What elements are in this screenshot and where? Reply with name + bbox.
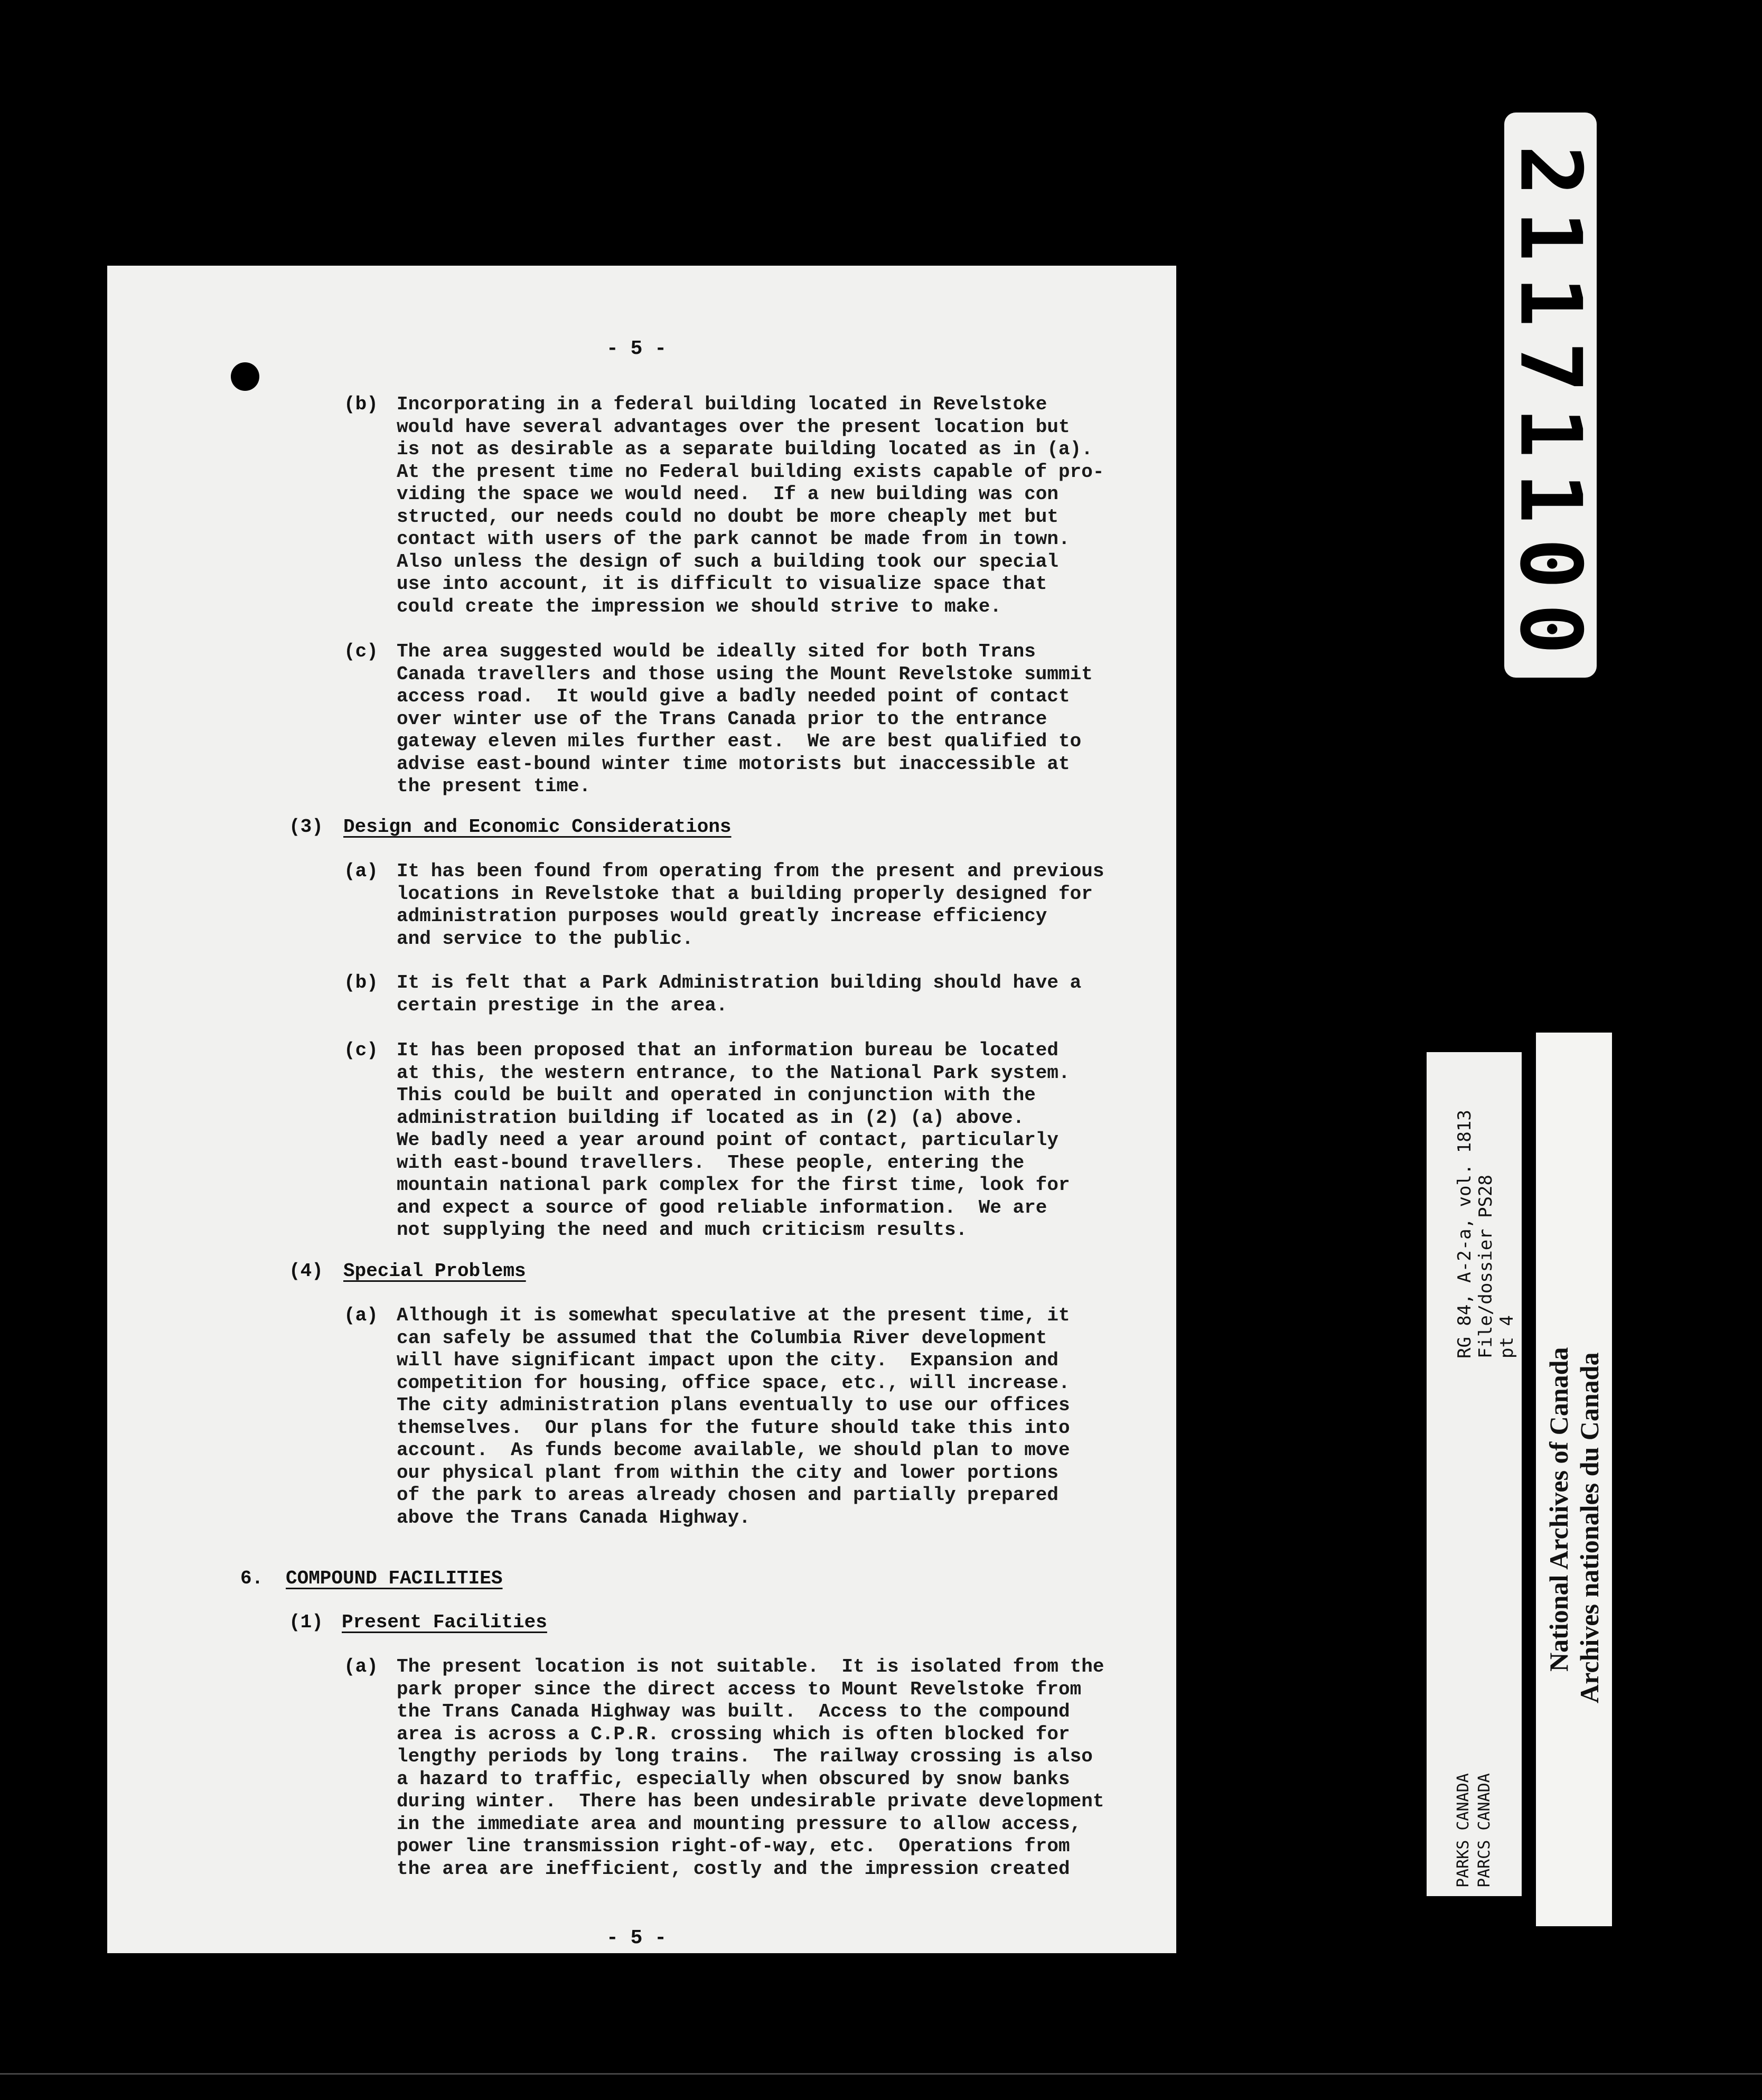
text-line: This could be built and operated in conjunction with the (397, 1084, 1036, 1106)
text-line: viding the space we would need. If a new building was con (397, 483, 1059, 505)
text-line: contact with users of the park cannot be made from in town. (397, 528, 1070, 550)
frame-digit: 1 (1501, 472, 1600, 524)
text-line: area is across a C.P.R. crossing which is often blocked for (397, 1723, 1070, 1745)
text-line: and expect a source of good reliable information. We are (397, 1196, 1047, 1218)
item-paragraph (397, 860, 1104, 950)
item-marker: (b) (344, 393, 378, 415)
text-line: account. As funds become available, we should plan to move (397, 1439, 1070, 1461)
item-marker: (c) (344, 1039, 378, 1061)
reference-label (1427, 1052, 1522, 1896)
page-number-top: - 5 - (606, 338, 667, 360)
film-edge (0, 2073, 1762, 2075)
text-line: Canada travellers and those using the Mount Revelstoke summit (397, 663, 1093, 685)
document-page (107, 266, 1176, 1953)
text-line: Although it is somewhat speculative at the present time, it (397, 1305, 1070, 1326)
text-line: administration building if located as in (2) (a) above. (397, 1107, 1025, 1129)
text-line: It has been proposed that an information bureau be located (397, 1039, 1059, 1061)
text-line: It has been found from operating from the present and previous (397, 860, 1104, 882)
frame-digit: 1 (1501, 210, 1600, 262)
text-line: The city administration plans eventually to use our offices (397, 1394, 1070, 1416)
item-paragraph (397, 1039, 1070, 1242)
item-paragraph (397, 641, 1093, 798)
item-paragraph (397, 393, 1104, 618)
item-paragraph (397, 1305, 1070, 1529)
section-heading: Design and Economic Considerations (343, 816, 732, 838)
reference-line: pt 4 (1496, 1315, 1517, 1358)
text-line: certain prestige in the area. (397, 994, 728, 1016)
agency-line: PARKS CANADA (1454, 1773, 1473, 1888)
text-line: The area suggested would be ideally sited for both Trans (397, 641, 1036, 662)
section-number: 6. (240, 1568, 264, 1589)
reference-line: RG 84, A-2-a, vol. 1813 (1454, 1110, 1475, 1358)
text-line: the area are inefficient, costly and the impression created (397, 1858, 1070, 1880)
text-line: access road. It would give a badly needed point of contact (397, 686, 1070, 707)
institution-line: National Archives of Canada (1544, 1347, 1573, 1672)
text-line: the Trans Canada Highway was built. Access to the compound (397, 1701, 1070, 1722)
text-line: It is felt that a Park Administration building should have a (397, 972, 1082, 993)
frame-digit: 0 (1501, 603, 1600, 655)
item-marker: (c) (344, 641, 378, 662)
text-line: The present location is not suitable. It is isolated from the (397, 1656, 1104, 1677)
text-line: lengthy periods by long trains. The railway crossing is also (397, 1746, 1093, 1767)
text-line: competition for housing, office space, etc., will increase. (397, 1372, 1070, 1394)
institution-label (1536, 1033, 1612, 1926)
text-line: our physical plant from within the city and lower portions (397, 1461, 1059, 1484)
text-line: locations in Revelstoke that a building properly designed for (397, 883, 1093, 905)
frame-digit: 7 (1501, 341, 1600, 393)
frame-digit: 1 (1501, 407, 1600, 458)
agency-line: PARCS CANADA (1475, 1773, 1494, 1888)
ink-blot (231, 362, 259, 391)
text-line: will have significant impact upon the city. Expansion and (397, 1349, 1059, 1371)
text-line: in the immediate area and mounting pressure to allow access, (397, 1813, 1082, 1835)
text-line: Also unless the design of such a building took our special (397, 550, 1059, 573)
item-marker: (a) (344, 860, 378, 882)
text-line: could create the impression we should strive to make. (397, 595, 1001, 617)
text-line: use into account, it is difficult to visualize space that (397, 573, 1047, 595)
text-line: power line transmission right-of-way, etc. Operations from (397, 1835, 1070, 1857)
text-line: is not as desirable as a separate building located as in (a). (397, 438, 1093, 460)
frame-number-tag (1501, 112, 1600, 678)
text-line: not supplying the need and much criticism results. (397, 1219, 968, 1241)
section-number: (3) (289, 816, 323, 838)
text-line: administration purposes would greatly increase efficiency (397, 905, 1047, 927)
text-line: We badly need a year around point of contact, particularly (397, 1129, 1059, 1151)
frame-digit: 2 (1501, 145, 1600, 196)
page-number-bottom: - 5 - (606, 1927, 667, 1949)
frame-digit: 0 (1501, 538, 1600, 589)
item-marker: (b) (344, 972, 378, 993)
text-line: can safely be assumed that the Columbia River development (397, 1327, 1047, 1349)
item-marker: (a) (344, 1656, 378, 1677)
text-line: park proper since the direct access to Mount Revelstoke from (397, 1678, 1082, 1700)
section-heading: COMPOUND FACILITIES (286, 1568, 503, 1589)
text-line: gateway eleven miles further east. We are best qualified to (397, 730, 1082, 752)
text-line: Incorporating in a federal building located in Revelstoke (397, 393, 1047, 415)
text-line: advise east-bound winter time motorists but inaccessible at (397, 753, 1070, 775)
reference-line: File/dossier PS28 (1475, 1175, 1496, 1358)
text-line: At the present time no Federal building exists capable of pro- (397, 461, 1104, 483)
text-line: at this, the western entrance, to the National Park system. (397, 1062, 1070, 1084)
subsection-number: (1) (289, 1611, 323, 1633)
text-line: themselves. Our plans for the future should take this into (397, 1417, 1070, 1439)
text-line: would have several advantages over the present location but (397, 416, 1070, 438)
text-line: of the park to areas already chosen and partially prepared (397, 1484, 1059, 1506)
text-line: during winter. There has been undesirable private development (397, 1790, 1104, 1812)
section-heading: Special Problems (343, 1260, 526, 1282)
text-line: above the Trans Canada Highway. (397, 1506, 751, 1529)
text-line: over winter use of the Trans Canada prior to the entrance (397, 708, 1047, 730)
item-paragraph (397, 1656, 1104, 1880)
frame-digit: 1 (1501, 276, 1600, 327)
text-line: structed, our needs could no doubt be more cheaply met but (397, 505, 1059, 528)
subsection-heading: Present Facilities (342, 1611, 547, 1633)
text-line: with east-bound travellers. These people, entering the (397, 1151, 1025, 1174)
text-line: a hazard to traffic, especially when obscured by snow banks (397, 1768, 1070, 1790)
item-paragraph (397, 972, 1081, 1017)
institution-line: Archives nationales du Canada (1574, 1352, 1604, 1703)
item-marker: (a) (344, 1305, 378, 1326)
text-line: the present time. (397, 775, 591, 797)
text-line: and service to the public. (397, 927, 693, 950)
text-line: mountain national park complex for the first time, look for (397, 1174, 1070, 1196)
section-number: (4) (289, 1260, 323, 1282)
